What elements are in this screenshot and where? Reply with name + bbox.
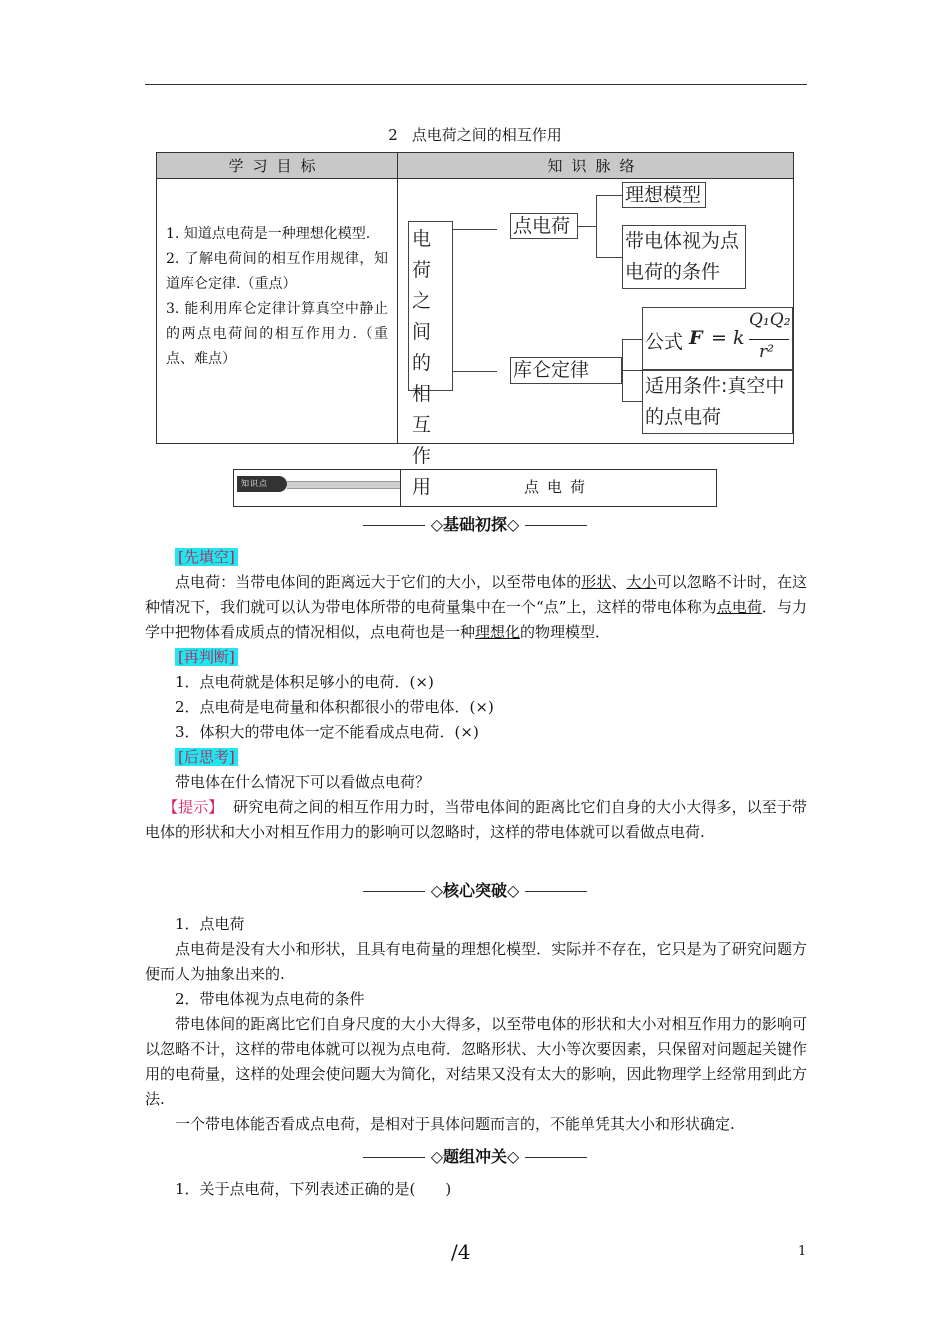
tag-judge: [175, 645, 238, 670]
formula-denominator: r²: [759, 342, 774, 362]
heading-text: ◇核心突破◇: [430, 881, 520, 900]
knowledge-point-title: 点电荷: [523, 478, 593, 496]
judge-item: 1．点电荷就是体积足够小的电荷．(×): [175, 673, 434, 691]
formula-eq: =: [711, 327, 727, 349]
hint-label: 【提示】: [163, 798, 224, 816]
leaf-line: 适用条件:真空中: [645, 375, 785, 397]
leaf-line: 电荷的条件: [625, 261, 721, 283]
core-subheading: 1．点电荷: [175, 915, 245, 933]
connector: [622, 339, 642, 340]
heading-text: ◇题组冲关◇: [430, 1147, 520, 1166]
leaf-line: 带电体视为点: [625, 230, 740, 252]
connector: [622, 370, 642, 371]
fill-blank: 点电荷: [716, 598, 762, 616]
tag-fill: [175, 545, 238, 570]
heading-rule: [363, 525, 425, 526]
judge-item: 2．点电荷是电荷量和体积都很小的带电体．(×): [175, 698, 494, 716]
goal-item: 3. 能利用库仑定律计算真空中静止的两点电荷间的相互作用力.（重点、难点）: [166, 301, 388, 367]
tag-label: [再判断]: [175, 648, 238, 666]
map-leaf-applicable: [642, 370, 793, 434]
fill-blank: 大小: [626, 573, 657, 591]
fill-text: 、: [611, 573, 627, 591]
fill-text: ．与力学中把物体看成质点的情况相似，点电荷也是一种: [145, 598, 807, 641]
core-paragraph: 带电体间的距离比它们自身尺度的大小大得多，以至带电体的形状和大小对相互作用力的影响可以忽略不计，这样的带电体就可以视为点电荷．忽略形状、大小等次要因素，只保留对问题起关键作用的电荷量，这样的处理会使问题大为简化，对结果又没有太大的影响，因此物理学上经常用到此方法.: [145, 1015, 807, 1108]
connector: [622, 401, 642, 402]
heading-rule: [525, 891, 587, 892]
formula-numerator: Q₁Q₂: [749, 310, 791, 330]
section-heading-practice: [0, 1144, 950, 1167]
heading-rule: [363, 891, 425, 892]
lesson-title-text: 点电荷之间的相互作用: [411, 126, 562, 144]
heading-rule: [525, 525, 587, 526]
fill-text: 点电荷：当带电体间的距离远大于它们的大小，以至带电体的: [175, 573, 582, 591]
lesson-title: [0, 124, 950, 145]
map-leaf-condition: [622, 225, 746, 289]
header-rule: [145, 84, 807, 85]
think-question: 带电体在什么情况下可以看做点电荷？: [175, 773, 431, 791]
map-root-box: 电荷之间的相互作用: [408, 221, 453, 391]
connector: [596, 195, 597, 257]
map-branch-coulomb-law: 库仑定律: [510, 357, 622, 384]
core-paragraph: 一个带电体能否看成点电荷，是相对于具体问题而言的，不能单凭其大小和形状确定.: [175, 1115, 735, 1133]
knowledge-point-stripe: [287, 481, 400, 489]
leaf-line: 的点电荷: [645, 406, 722, 428]
core-paragraph: 点电荷是没有大小和形状，且具有电荷量的理想化模型．实际并不存在，它只是为了研究问题方便而人为抽象出来的.: [145, 940, 807, 983]
formula-F: F: [689, 327, 703, 349]
fill-text: 的物理模型．: [520, 623, 611, 641]
map-branch-point-charge: 点电荷: [510, 213, 578, 239]
fraction-bar: [749, 339, 789, 340]
tag-label: [后思考]: [175, 748, 238, 766]
heading-text: ◇基础初探◇: [430, 515, 520, 534]
goal-item: 1. 知道点电荷是一种理想化模型.: [166, 226, 371, 242]
lesson-number: 2: [388, 126, 398, 144]
formula-k: k: [733, 327, 745, 349]
tag-label: [先填空]: [175, 548, 238, 566]
table-divider: [397, 152, 398, 444]
judge-item: 3．体积大的带电体一定不能看成点电荷．(×): [175, 723, 479, 741]
connector: [453, 229, 497, 230]
connector: [596, 195, 622, 196]
core-subheading: 2．带电体视为点电荷的条件: [175, 990, 365, 1008]
map-leaf-ideal-model: 理想模型: [622, 182, 706, 208]
formula-prefix: 公式: [645, 331, 684, 353]
learning-goals: [166, 222, 388, 372]
tag-think: [175, 745, 238, 770]
practice-question: 1．关于点电荷，下列表述正确的是( ): [175, 1180, 452, 1198]
knowledge-point-tab-label: 知识点: [241, 479, 268, 488]
heading-rule: [363, 1157, 425, 1158]
fill-paragraph: [145, 570, 807, 645]
hint-paragraph: [145, 795, 807, 845]
col-map-header: 知识脉络: [547, 157, 644, 175]
hint-text: 研究电荷之间的相互作用力时，当带电体间的距离比它们自身的大小大得多，以至于带电体的形状和大小对相互作用力的影响可以忽略时，这样的带电体就可以看做点电荷.: [145, 798, 807, 841]
goal-item: 2. 了解电荷间的相互作用规律，知道库仑定律.（重点）: [166, 251, 388, 292]
map-leaf-formula: [642, 307, 793, 370]
heading-rule: [525, 1157, 587, 1158]
fill-blank: 形状: [581, 573, 612, 591]
fill-blank: 理想化: [475, 623, 521, 641]
connector: [596, 257, 622, 258]
section-heading-core: [0, 878, 950, 901]
connector: [622, 339, 623, 401]
connector: [453, 371, 497, 372]
section-heading-basics: [0, 512, 950, 535]
fill-text: 可以忽略不计时，在这种情况下，我们就可以认为带电体所带的电荷量集中在一个“点”上，这样的带电体称为: [145, 573, 807, 616]
connector: [578, 226, 596, 227]
col-goals-header: 学习目标: [228, 157, 325, 175]
page-total: /4: [451, 1240, 471, 1264]
page-number: 1: [798, 1244, 807, 1259]
